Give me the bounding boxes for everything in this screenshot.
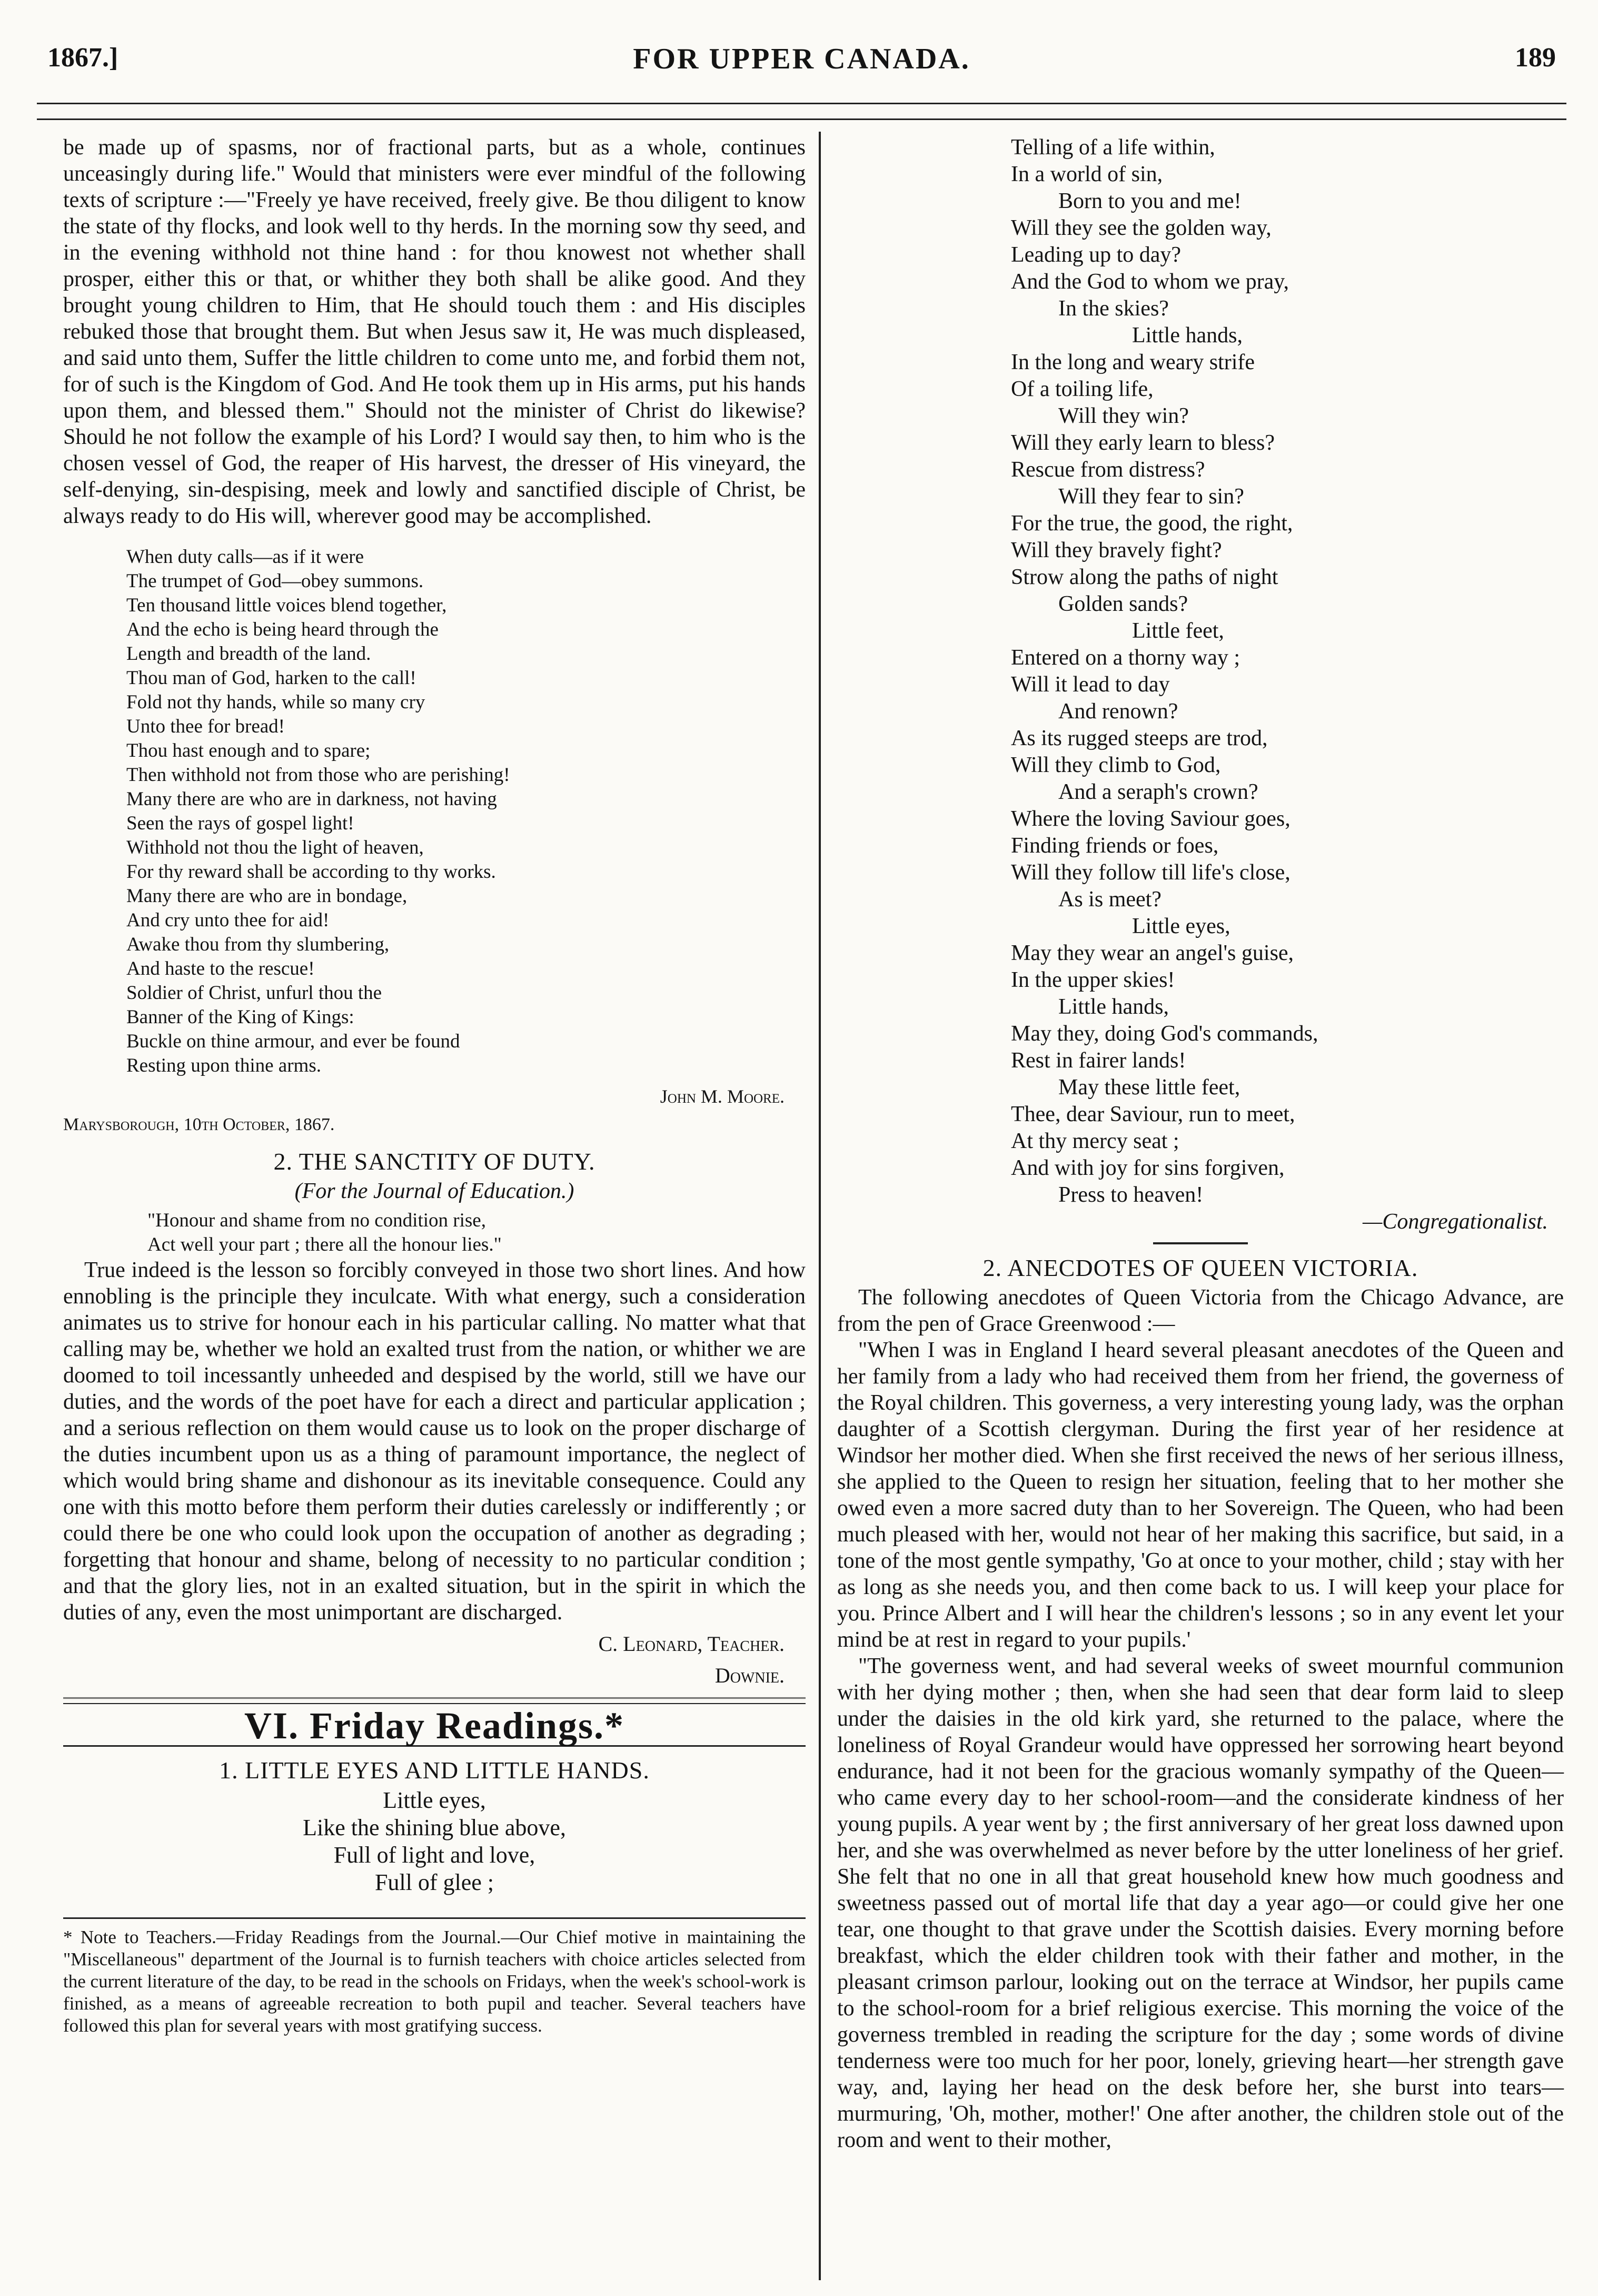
poem-line: Awake thou from thy slumbering, (126, 934, 390, 955)
header-rule-top (37, 103, 1566, 104)
page-header (37, 37, 1566, 95)
poem-line: Little eyes, (1132, 914, 1230, 938)
poem-line: Thou man of God, harken to the call! (126, 667, 416, 689)
poem-line: Withhold not thou the light of heaven, (126, 837, 424, 858)
poem-line: Seen the rays of gospel light! (126, 813, 354, 834)
poem-line: Banner of the King of Kings: (126, 1006, 354, 1028)
poem-line: Full of glee ; (374, 1869, 494, 1895)
poem-line: And cry unto thee for aid! (126, 909, 330, 931)
page-number: 189 (1515, 43, 1556, 73)
poem-line: May these little feet, (1058, 1075, 1240, 1100)
poem-line: Rest in fairer lands! (1011, 1048, 1186, 1073)
poem-line: In a world of sin, (1011, 162, 1163, 186)
poem-line: And the God to whom we pray, (1011, 270, 1289, 294)
sanctity-location: Downie. (714, 1664, 785, 1687)
header-rule-bottom (37, 118, 1566, 120)
section-rule (1153, 1242, 1248, 1244)
poem-line: Will they bravely fight? (1011, 538, 1222, 562)
poem-line: Will they follow till life's close, (1011, 860, 1291, 885)
poem-line: As is meet? (1058, 887, 1162, 912)
poem-line: Many there are who are in darkness, not having (126, 788, 497, 810)
poem-line: In the long and weary strife (1011, 350, 1255, 374)
poem-line: Will they fear to sin? (1058, 484, 1244, 509)
little-eyes-poem (1011, 134, 1564, 1209)
poem-line: Telling of a life within, (1011, 135, 1215, 160)
intro-paragraph: be made up of spasms, nor of fractional parts, but as a whole, continues unceasingly during life." Would that ministers were ever mindful of the following texts of scripture :—"Freely ye have received, freely give. Be thou diligent to know the state of thy flocks, and look well to thy herds. In the morning sow thy seed, and in the evening withhold not thine hand : for thou knowest not whether shall prosper, either this or that, or whither they both shall be alike good. And they brought young children to Him, that He should touch them : and His disciples rebuked those that brought them. But when Jesus saw it, He was much displeased, and said unto them, Suffer the little children to come unto me, and forbid them not, for of such is the Kingdom of God. And He took them up in His arms, put his hands upon them, and blessed them." Should not the minister of Christ do likewise? Should he not follow the example of his Lord? I would say then, to him who is the chosen vessel of God, the reaper of His harvest, the dresser of His vineyard, the self-denying, sin-despising, meek and lowly and sanctified disciple of Christ, be always ready to do His will, wherever good may be accomplished. (63, 135, 806, 528)
poem-line: Little hands, (1058, 995, 1169, 1019)
poem-line: Leading up to day? (1011, 243, 1182, 267)
poem-line: Like the shining blue above, (303, 1815, 566, 1840)
poem-line: In the skies? (1058, 296, 1169, 321)
sanctity-motto (147, 1209, 806, 1257)
poem-line: In the upper skies! (1011, 968, 1175, 992)
poem-line: Full of light and love, (333, 1842, 535, 1868)
poem-line: The trumpet of God—obey summons. (126, 570, 424, 592)
poem-line: Length and breadth of the land. (126, 643, 371, 665)
poem-line: Golden sands? (1058, 592, 1188, 616)
poem-line: Little feet, (1132, 619, 1224, 643)
poem-attribution: —Congregationalist. (1363, 1210, 1548, 1234)
poem-line: For thy reward shall be according to thy works. (126, 861, 496, 883)
poem-line: Unto thee for bread! (126, 716, 285, 737)
poem-line: And a seraph's crown? (1058, 780, 1258, 804)
sanctity-subtitle: (For the Journal of Education.) (294, 1179, 574, 1203)
little-eyes-opening (63, 1787, 806, 1896)
poem-line: Fold not thy hands, while so many cry (126, 691, 425, 713)
poem-line: Will they early learn to bless? (1011, 431, 1275, 455)
duty-poem (126, 545, 806, 1078)
poem-line: And haste to the rescue! (126, 958, 315, 979)
poem-line: Ten thousand little voices blend together, (126, 595, 447, 616)
poem-line: Many there are who are in bondage, (126, 885, 408, 907)
poem-line: Entered on a thorny way ; (1011, 646, 1240, 670)
poem-line: Will they win? (1058, 404, 1189, 428)
poem-line: Will they see the golden way, (1011, 216, 1272, 240)
motto-line: "Honour and shame from no condition rise, (147, 1210, 486, 1231)
motto-line: Act well your part ; there all the honour lies." (147, 1234, 502, 1255)
footnote-rule (63, 1917, 806, 1919)
sanctity-title: 2. THE SANCTITY OF DUTY. (273, 1148, 595, 1175)
header-date: 1867.] (47, 43, 118, 73)
poem-line: Press to heaven! (1058, 1183, 1204, 1207)
sanctity-body: True indeed is the lesson so forcibly conveyed in those two short lines. And how ennobling is the principle they inculcate. With what energy, such a consideration animates us to strive for honour each in his particular calling. No matter what that calling may be, whether we hold an exalted trust from the nation, or whither we are doomed to toil incessantly unheeded and despised by the world, still we have our duties, and the words of the poet have for each a direct and particular application ; and a serious reflection on them would cause us to look on the proper discharge of the duties incumbent upon us as a thing of paramount importance, the neglect of which would bring shame and dishonour as its inevitable consequence. Could any one with this motto before them perform their duties carelessly or indifferently ; or could there be one who could look upon the occupation of another as degrading ; forgetting that honour and shame, belong of necessity to no particular condition ; and that the glory lies, not in an exalted situation, but in the spirit in which the duties of any, even the most unimportant are discharged. (63, 1258, 806, 1625)
poem-line: Of a toiling life, (1011, 377, 1154, 401)
anecdotes-title: 2. ANECDOTES OF QUEEN VICTORIA. (982, 1254, 1418, 1281)
poem-line: When duty calls—as if it were (126, 546, 364, 568)
poem-line: Thou hast enough and to spare; (126, 740, 371, 761)
column-divider (819, 132, 821, 2280)
poem-line: Little eyes, (383, 1787, 486, 1813)
poem-line: Rescue from distress? (1011, 458, 1205, 482)
poem-line: As its rugged steeps are trod, (1011, 726, 1268, 750)
header-title: FOR UPPER CANADA. (633, 43, 970, 75)
right-column (837, 134, 1564, 2153)
part-rule (63, 1697, 806, 1704)
poem-line: Born to you and me! (1058, 189, 1242, 213)
anecdotes-paragraph-2: "The governess went, and had several weeks of sweet mournful communion with her dying mother ; then, when she had seen that dear form laid to sleep under the daisies in the old kirk yard, she returned to the palace, where the loneliness of Royal Grandeur would have oppressed her sorrowing heart beyond endurance, had it not been for the gracious womanly sympathy of the Queen—who came every day to her school-room—and the considerate kindness of her young pupils. A year went by ; the first anniversary of her great loss dawned upon her, and she was overwhelmed as never before by the utter loneliness of her grief. She felt that no one in all that great household knew how much goodness and sweetness passed out of mortal life that day a year ago—or could give her one tear, one thought to that grave under the Scottish daisies. Every morning before breakfast, which the elder children took with their father and mother, in the pleasant crimson parlour, looking out on the terrace at Windsor, her pupils came to the school-room for a brief religious exercise. This morning the voice of the governess trembled in reading the scripture for the day ; some words of divine tenderness were too much for her poor, lonely, grieving heart—her strength gave way, and, laying her head on the desk before her, she burst into tears—murmuring, 'Oh, mother, mother!' One after another, the children stole out of the room and went to their mother, (837, 1654, 1564, 2152)
sanctity-signature: C. Leonard, Teacher. (598, 1632, 785, 1656)
poem-line: Strow along the paths of night (1011, 565, 1278, 589)
poem-line: May they, doing God's commands, (1011, 1022, 1318, 1046)
poem-line: For the true, the good, the right, (1011, 511, 1293, 536)
poem-signature: John M. Moore. (660, 1086, 785, 1107)
poem-line: Where the loving Saviour goes, (1011, 807, 1291, 831)
poem-line: Little hands, (1132, 323, 1243, 348)
poem-line: Then withhold not from those who are perishing! (126, 764, 510, 786)
poem-line: Soldier of Christ, unfurl thou the (126, 982, 382, 1004)
poem-line: Buckle on thine armour, and ever be found (126, 1031, 460, 1052)
poem-line: And with joy for sins forgiven, (1011, 1156, 1285, 1180)
poem-line: May they wear an angel's guise, (1011, 941, 1294, 965)
poem-line: Resting upon thine arms. (126, 1055, 321, 1076)
anecdotes-paragraph-1: "When I was in England I heard several pleasant anecdotes of the Queen and her family from a lady who had received them from her friend, the governess of the Royal children. This governess, a very interesting young lady, was the orphan daughter of a Scottish clergyman. During the first year of her residence at Windsor her mother died. When she first received the news of her serious illness, she applied to the Queen to resign her situation, feeling that to her mother she owed even a more sacred duty than to her Sovereign. The Queen, who had been much pleased with her, would not hear of her making this sacrifice, but said, in a tone of the most gentle sympathy, 'Go at once to your mother, child ; stay with her as long as she needs you, and then come back to us. I will keep your place for you. Prince Albert and I will hear the children's lessons ; so in any event let your mind be at rest in regard to your pupils.' (837, 1338, 1564, 1652)
little-eyes-title: 1. LITTLE EYES AND LITTLE HANDS. (219, 1757, 650, 1784)
poem-line: Will it lead to day (1011, 672, 1170, 697)
footnote: * Note to Teachers.—Friday Readings from the Journal.—Our Chief motive in maintaining the "Miscellaneous" department of the Journal is to furnish teachers with choice articles selected from the current literature of the day, to be read in the schools on Fridays, when the week's school-work is finished, as a means of agreeable recreation to both pupil and teacher. Several teachers have followed this plan for several years with most gratifying success. (63, 1927, 806, 2036)
poem-line: At thy mercy seat ; (1011, 1129, 1179, 1153)
dateline: Marysborough, 10th October, 1867. (63, 1115, 335, 1134)
poem-line: Finding friends or foes, (1011, 834, 1219, 858)
anecdotes-intro: The following anecdotes of Queen Victoria from the Chicago Advance, are from the pen of Grace Greenwood :— (837, 1285, 1564, 1336)
part-heading: VI. Friday Readings.* (244, 1705, 625, 1747)
poem-line: And renown? (1058, 699, 1178, 724)
poem-line: And the echo is being heard through the (126, 619, 439, 640)
poem-line: Thee, dear Saviour, run to meet, (1011, 1102, 1295, 1126)
poem-line: Will they climb to God, (1011, 753, 1221, 777)
left-column (63, 134, 806, 2037)
